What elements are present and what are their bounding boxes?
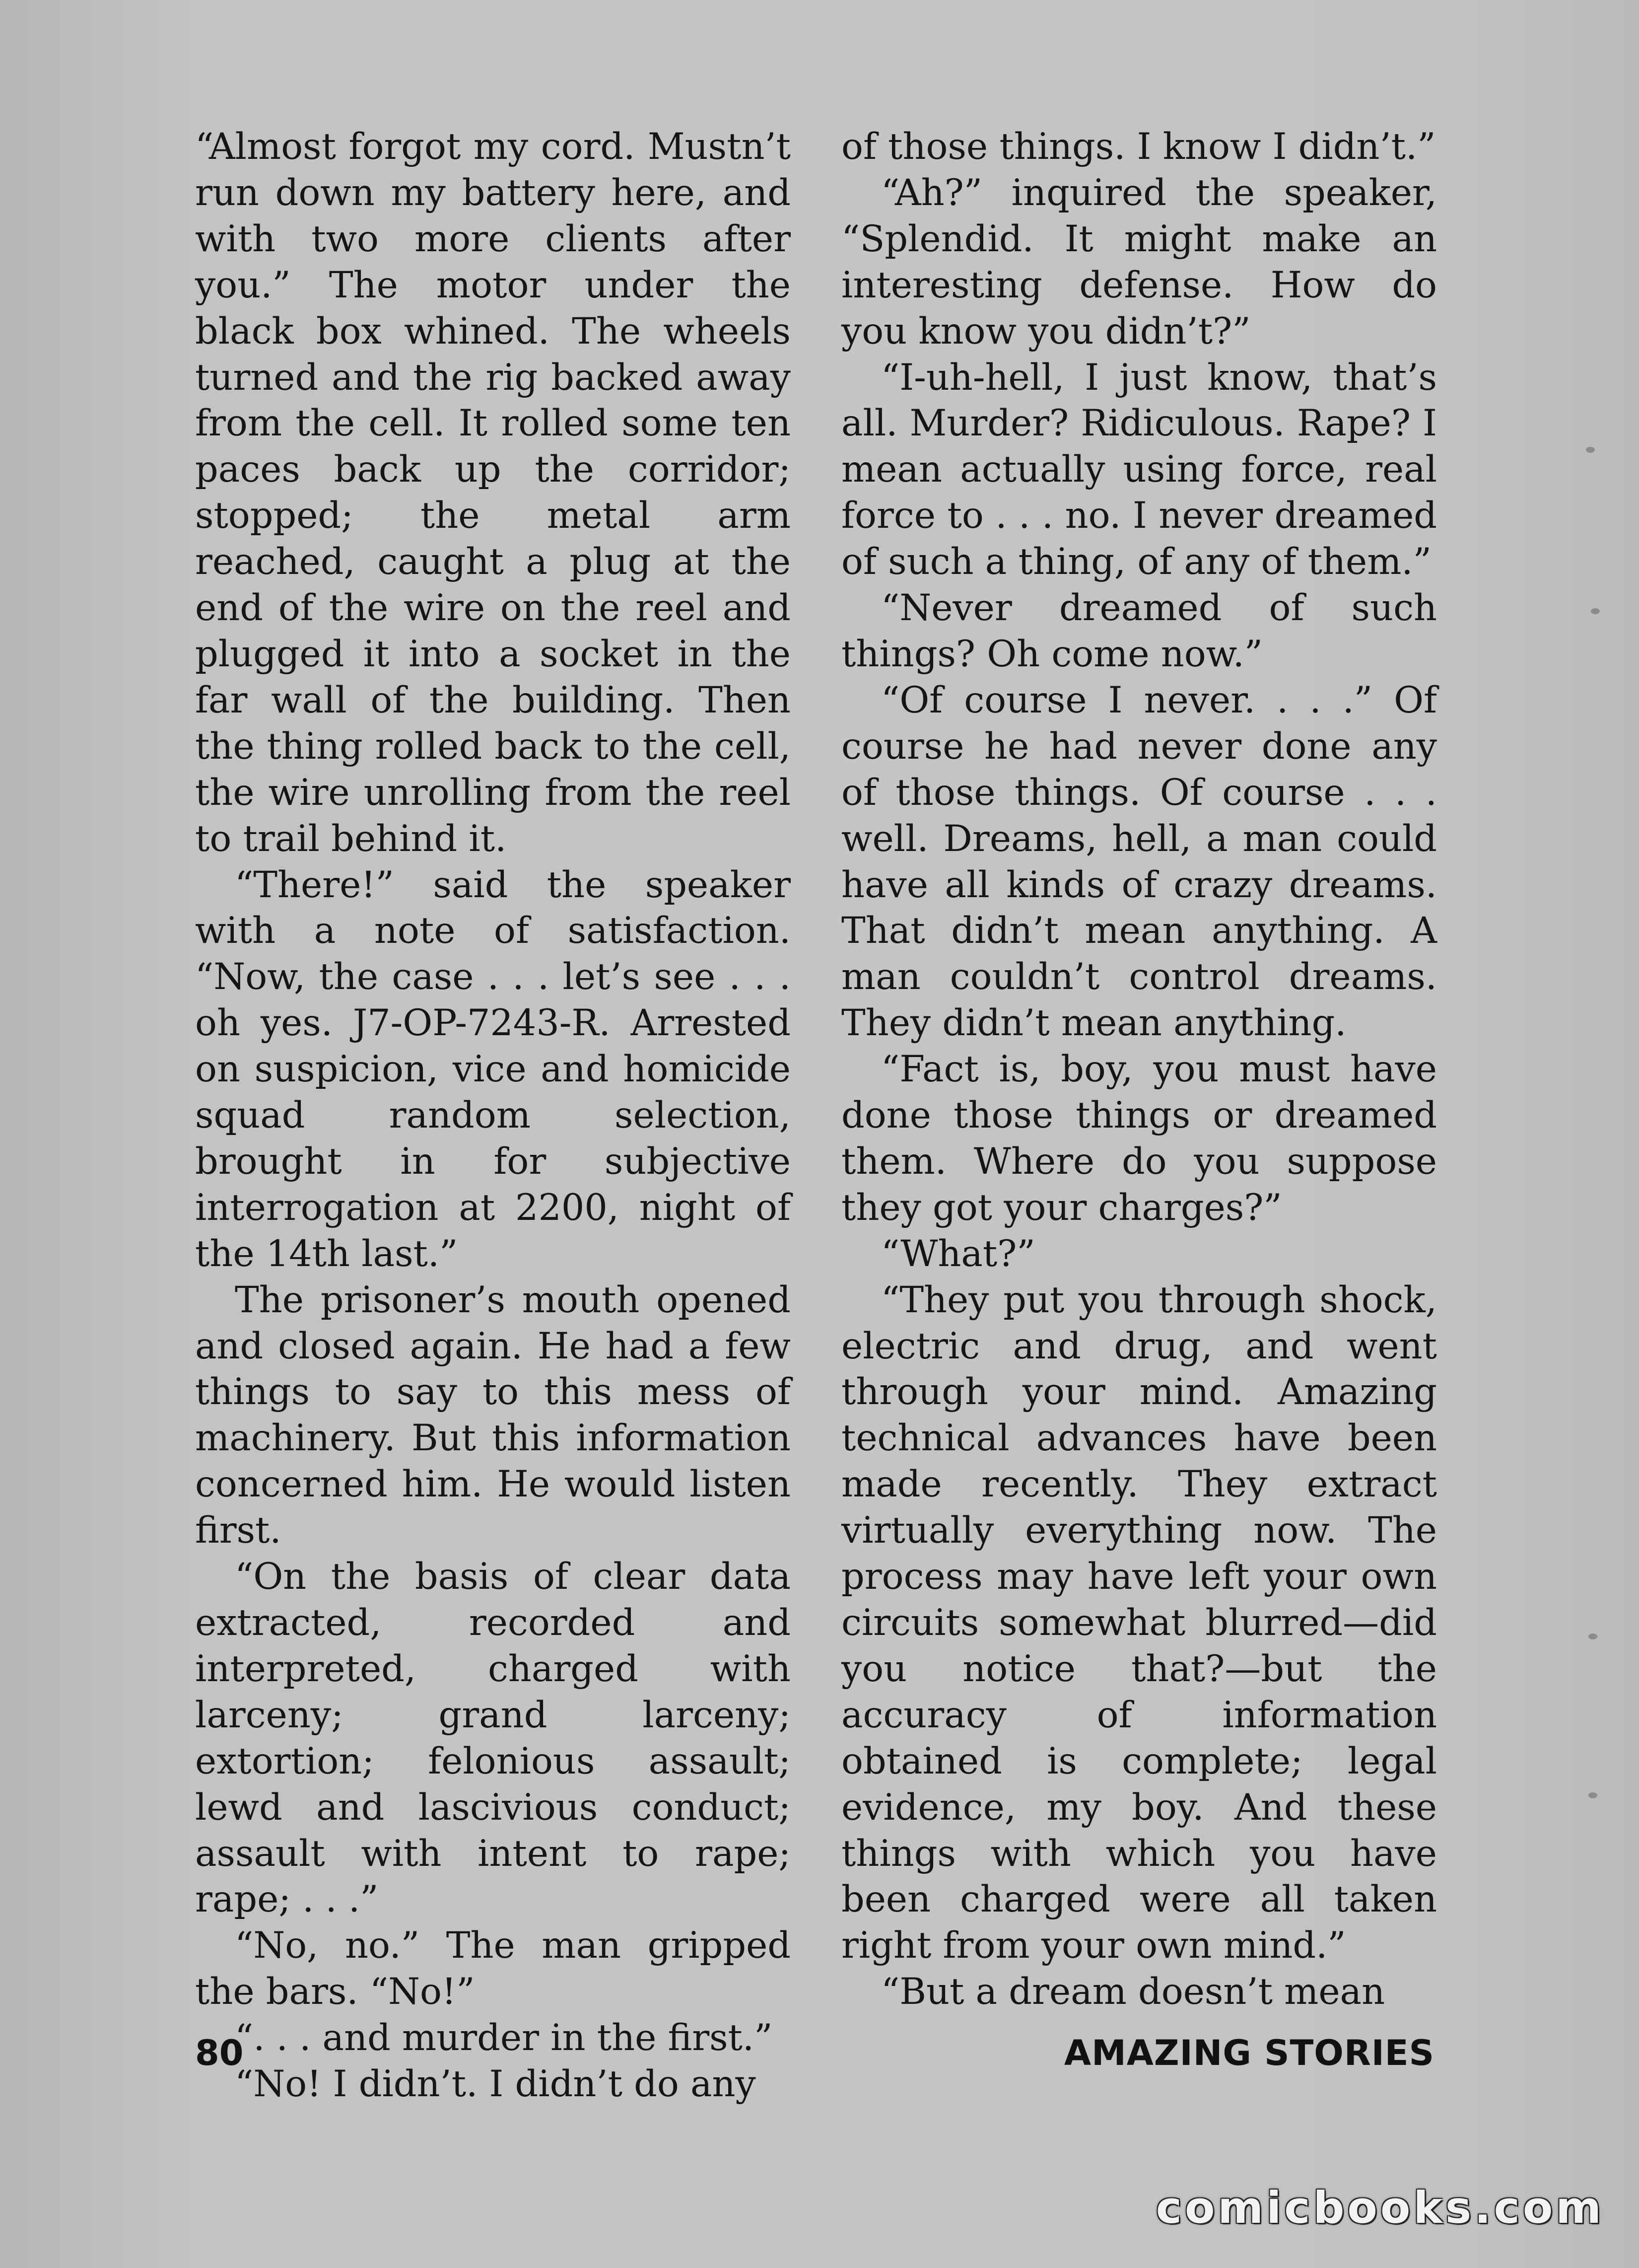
paragraph: “Almost forgot my cord. Mustn’t run down my battery here, and with two more clients after you.” The motor under the black box whined. The wheels turned and the rig backed away from the cell. It rolled some ten paces back up the corridor; stopped; the metal arm reached, caught a plug at the end of the wire on the reel and plugged it into a socket in the far wall of the building. Then the thing rolled back to the cell, the wire unrolling from the reel to trail behind it. [195,126,791,860]
paragraph: “There!” said the speaker with a note of satisfaction. “Now, the case . . . let’s see . . . oh yes. J7-OP-7243-R. Arrested on suspicion, vice and homicide squad random selection, brought in for subjective interrogation at 2200, night of the 14th last.” [195,863,791,1275]
scan-speck [1588,1792,1597,1798]
paragraph: “On the basis of clear data extracted, recorded and interpreted, charged with larceny; grand larceny; extortion; felonious assault; lewd and lascivious conduct; assault with intent to rape; rape; . . .” [195,1556,791,1921]
paragraph: “No, no.” The man gripped the bars. “No!” [195,1924,791,2013]
paragraph: “But a dream doesn’t mean [881,1971,1385,2013]
scan-speck [1588,1633,1597,1639]
scan-speck [1586,447,1595,453]
paragraph: The prisoner’s mouth opened and closed again. He had a few things to say to this mess of machinery. But this information concerned him. He would listen first. [195,1278,791,1552]
watermark: comicbooks.com [1156,2182,1604,2233]
left-text-column [195,124,791,2108]
paragraph: “Ah?” inquired the speaker, “Splendid. It might make an interesting defense. How do you know you didn’t?” [841,171,1437,353]
paragraph: “Never dreamed of such things? Oh come now.” [841,587,1437,675]
paragraph: “. . . and murder in the first.” [235,2017,773,2059]
right-text-column [841,124,1437,2015]
paragraph: “No! I didn’t. I didn’t do any [235,2063,756,2106]
paragraph: of those things. I know I didn’t.” [841,126,1436,168]
paragraph: “Fact is, boy, you must have done those things or dreamed them. Where do you suppose they got your charges?” [841,1048,1437,1229]
paragraph: “I-uh-hell, I just know, that’s all. Murder? Ridiculous. Rape? I mean actually using force, real force to . . . no. I never dreamed of such a thing, of any of them.” [841,356,1437,583]
scan-speck [1591,608,1600,614]
paragraph: “Of course I never. . . .” Of course he had never done any of those things. Of course . . . well. Dreams, hell, a man could have all kinds of crazy dreams. That didn’t mean anything. A man couldn’t control dreams. They didn’t mean anything. [841,679,1437,1045]
paragraph: “They put you through shock, electric and drug, and went through your mind. Amazing technical advances have been made recently. They extract virtually everything now. The process may have left your own circuits somewhat blurred—did you notice that?—but the accuracy of information obtained is complete; legal evidence, my boy. And these things with which you have been charged were all taken right from your own mind.” [841,1278,1437,1967]
page-number: 80 [195,2033,244,2073]
paragraph: “What?” [881,1232,1035,1275]
running-footer-title: AMAZING STORIES [1064,2033,1434,2073]
